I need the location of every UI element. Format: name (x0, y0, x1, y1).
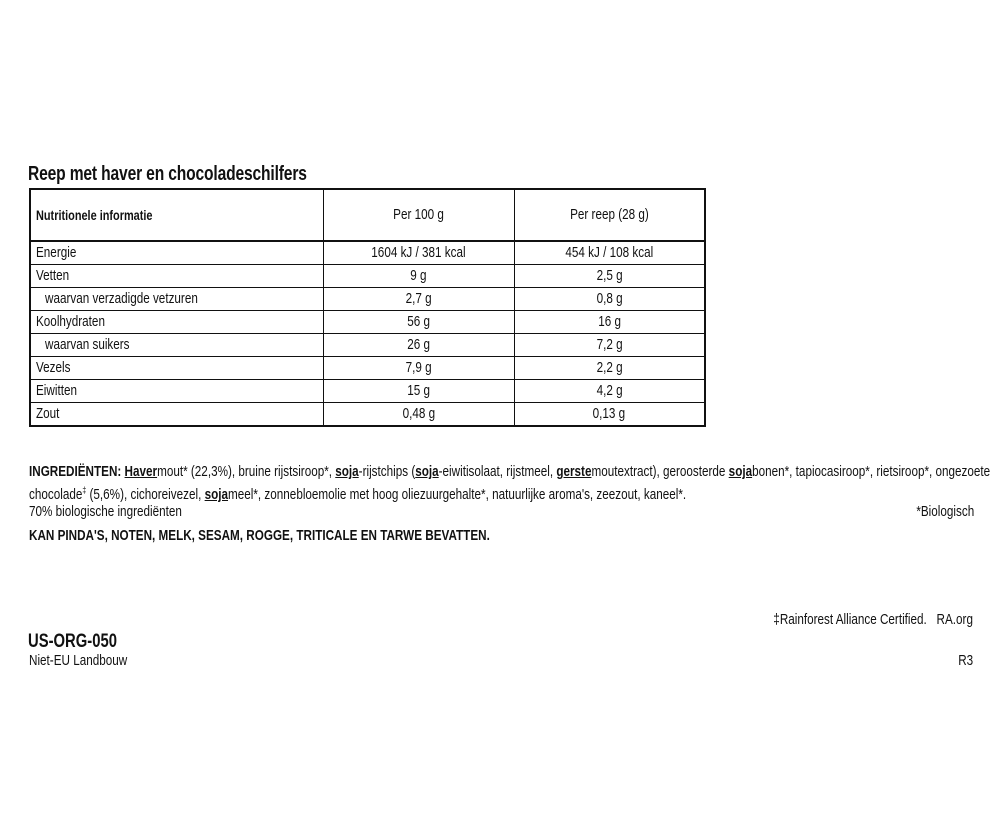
row-per-100g: 2,7 g (323, 288, 514, 311)
row-per-bar: 2,2 g (514, 357, 705, 380)
row-label: Eiwitten (30, 380, 323, 403)
organic-note: *Biologisch (916, 503, 974, 520)
table-row (30, 380, 705, 403)
organic-code: US-ORG-050 (28, 631, 117, 652)
row-per-100g: 1604 kJ / 381 kcal (323, 241, 514, 265)
row-per-bar: 454 kJ / 108 kcal (514, 241, 705, 265)
product-title: Reep met haver en chocoladeschilfers (28, 163, 307, 185)
row-per-100g: 9 g (323, 265, 514, 288)
row-per-100g: 15 g (323, 380, 514, 403)
row-label: waarvan verzadigde vetzuren (30, 288, 323, 311)
row-label: Vetten (30, 265, 323, 288)
row-label: Energie (30, 241, 323, 265)
row-per-bar: 16 g (514, 311, 705, 334)
allergen-warning: KAN PINDA'S, NOTEN, MELK, SESAM, ROGGE, TRITICALE EN TARWE BEVATTEN. (29, 527, 490, 544)
row-label: waarvan suikers (30, 334, 323, 357)
row-per-bar: 7,2 g (514, 334, 705, 357)
table-row (30, 311, 705, 334)
organic-percentage: 70% biologische ingrediënten (29, 503, 182, 520)
ingredients-heading: INGREDIËNTEN: (29, 463, 122, 480)
table-header-row (30, 189, 705, 241)
row-per-bar: 0,8 g (514, 288, 705, 311)
agriculture-origin: Niet-EU Landbouw (29, 652, 128, 669)
header-per-bar: Per reep (28 g) (514, 189, 705, 241)
row-label: Zout (30, 403, 323, 427)
header-nutrition: Nutritionele informatie (30, 189, 323, 241)
row-per-100g: 26 g (323, 334, 514, 357)
row-per-bar: 2,5 g (514, 265, 705, 288)
table-row (30, 334, 705, 357)
table-row (30, 288, 705, 311)
reference-code: R3 (958, 652, 973, 669)
ingredients-line-2: chocolade‡ (5,6%), cichoreivezel, sojameel*, zonnebloemolie met hoog oliezuurgehalte*, natuurlijke aroma's, zeezout, kaneel*. (29, 485, 687, 503)
table-row (30, 265, 705, 288)
nutrition-table (29, 188, 706, 427)
row-label: Vezels (30, 357, 323, 380)
row-per-bar: 4,2 g (514, 380, 705, 403)
table-row (30, 241, 705, 265)
row-per-bar: 0,13 g (514, 403, 705, 427)
row-label: Koolhydraten (30, 311, 323, 334)
header-per-100g: Per 100 g (323, 189, 514, 241)
rainforest-certification: ‡Rainforest Alliance Certified. RA.org (773, 611, 973, 628)
ingredients-text (29, 462, 989, 504)
ingredients-line-1: INGREDIËNTEN: Havermout* (22,3%), bruine rijstsiroop*, soja-rijstchips (soja-eiwitisolaat, rijstmeel, gerstemoutextract), geroosterde sojabonen*, tapiocasiroop*, rietsiroop*, ongezoete (29, 463, 991, 480)
row-per-100g: 0,48 g (323, 403, 514, 427)
row-per-100g: 56 g (323, 311, 514, 334)
table-row (30, 357, 705, 380)
row-per-100g: 7,9 g (323, 357, 514, 380)
table-row (30, 403, 705, 427)
